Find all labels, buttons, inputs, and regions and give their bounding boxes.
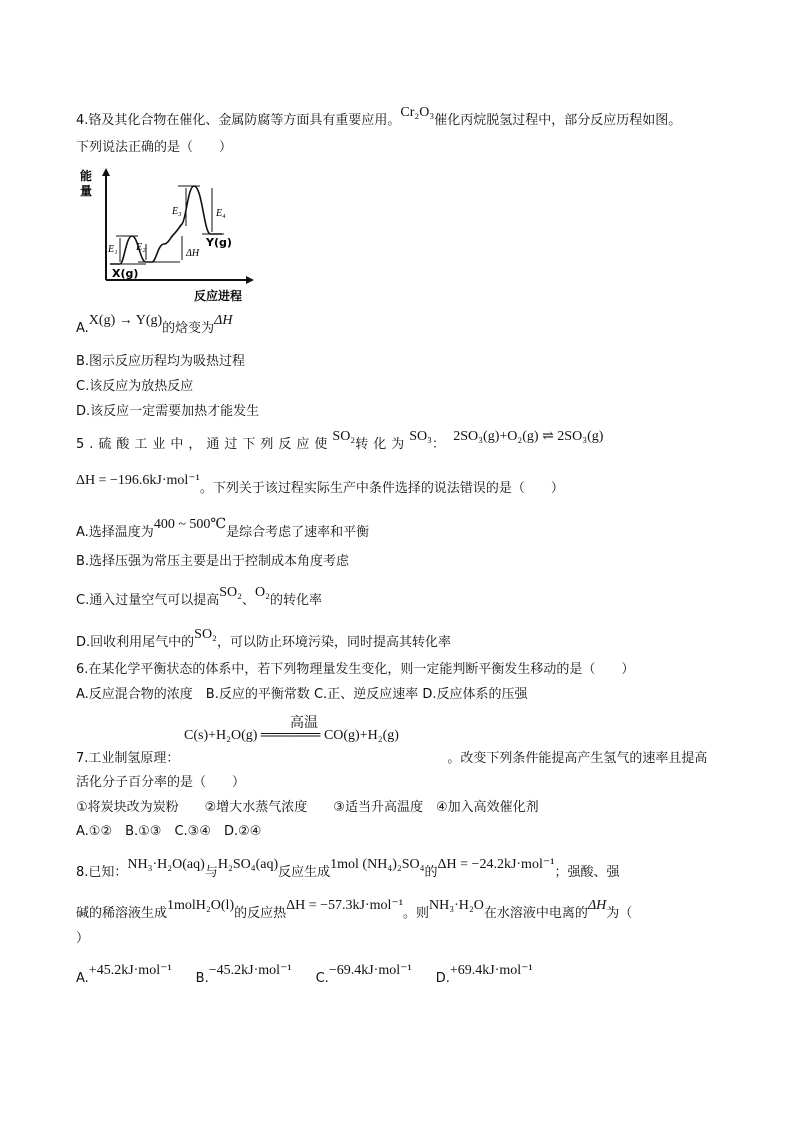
option-value: −45.2kJ·mol⁻¹ [208,963,292,978]
q8-stem-line3 [76,930,89,948]
temperature-range: 400 ~ 500℃ [153,517,227,532]
formula-salt: 1mol (NH₄)₂SO₄ [330,857,425,872]
option-text: B.图示反应历程均为吸热过程 [76,354,246,369]
option-text: ，可以防止环境污染，同时提高其转化率 [216,635,451,650]
energy-curve [110,186,222,264]
option-value: +69.4kJ·mol⁻¹ [449,963,533,978]
separator: 、 [242,593,256,608]
q7-stem-part: 。改变下列条件能提高产生氢气的速率且提高 [447,751,708,766]
option-text: D.该反应一定需要加热才能发生 [76,404,260,419]
formula-dh: ΔH [587,898,607,913]
q5-colon: ： [431,437,445,452]
q8-enthalpy-1: ΔH = −24.2kJ·mol⁻¹ [437,857,555,872]
q8-enthalpy-2: ΔH = −57.3kJ·mol⁻¹ [286,898,404,913]
q5-enthalpy: ΔH = −196.6kJ·mol⁻¹ [76,473,200,488]
option-letter: C. [315,971,329,986]
q8-stem-part: 8.已知： [76,865,128,880]
label-e1: E₁ [108,244,118,255]
q7-items [76,799,539,817]
q8-stem-part: ；强酸、强 [554,865,620,880]
q8-option-d[interactable] [436,963,533,986]
option-text: 的转化率 [270,593,323,608]
q4-option-c[interactable] [76,378,193,396]
option-letter: A. [76,321,89,336]
formula-dh: ΔH [214,313,233,328]
q8-option-b[interactable] [196,963,292,986]
q4-option-a[interactable] [76,313,233,338]
q8-options [76,963,533,988]
q4-stem-part: 催化丙烷脱氢过程中，部分反应历程如图。 [434,113,682,128]
formula-h2so4: H₂SO₄(aq) [217,857,279,872]
label-e4: E₄ [216,208,226,219]
q7-option-list: A.①② B.①③ C.③④ D.②④ [76,824,262,839]
q4-question: 下列说法正确的是（ ） [76,140,233,155]
q8-stem-part: 与 [204,865,218,880]
option-value: −69.4kJ·mol⁻¹ [328,963,412,978]
formula-so2: SO₂ [332,429,356,444]
q4-stem-part: 4.铬及其化合物在催化、金属防腐等方面具有重要应用。 [76,113,401,128]
option-text: B.选择压强为常压主要是出于控制成本角度考虑 [76,554,350,569]
label-e2: E₂ [136,242,146,253]
q7-stem-line2 [76,774,245,792]
q4-option-b[interactable] [76,353,245,371]
q8-stem-part: 的反应热 [234,906,287,921]
option-text: 是综合考虑了速率和平衡 [226,525,370,540]
q5-question: 。下列关于该过程实际生产中条件选择的说法错误的是（ ） [199,481,564,496]
formula-so2: SO₂ [219,585,242,600]
option-text: 的焓变为 [162,321,215,336]
y-axis-arrow [102,168,110,176]
label-e3: E₃ [172,206,182,217]
y-axis-label-2: 量 [80,184,93,198]
q8-stem-part: 在水溶液中电离的 [483,906,588,921]
q5-stem-part: 5.硫酸工业中，通过下列反应使 [76,437,333,452]
q6-options[interactable] [76,686,527,704]
option-text: A.选择温度为 [76,525,154,540]
q7-question: 活化分子百分率的是（ ） [76,775,246,790]
reaction-condition: 高温 [290,715,318,731]
q5-stem-part: 转化为 [355,437,410,452]
q8-stem-part: 为（ [606,906,633,921]
formula-nh3h2o: NH₃·H₂O [429,898,484,913]
q8-option-a[interactable] [76,963,172,986]
formula-so2: SO₂ [194,627,217,642]
q8-stem-line2 [76,898,633,923]
q6-stem [76,661,634,679]
option-letter: B. [195,971,209,986]
formula-o2: O₂ [255,585,271,600]
q7-item-list: ①将炭块改为炭粉 ②增大水蒸气浓度 ③适当升高温度 ④加入高效催化剂 [76,800,539,815]
q7-stem-part: 7.工业制氢原理： [76,751,180,766]
q8-stem-part: 。则 [403,906,430,921]
q6-option-list: A.反应混合物的浓度 B.反应的平衡常数 C.正、逆反应速率 D.反应体系的压强 [76,687,528,702]
energy-diagram [76,164,262,306]
x-axis-arrow [246,276,254,284]
formula-nh3h2o: NH₃·H₂O(aq) [127,857,205,872]
q5-stem-line1 [76,429,604,454]
option-text: C.该反应为放热反应 [76,379,194,394]
formula-water: 1molH₂O(l) [167,898,235,913]
q8-stem-line1 [76,857,620,882]
option-letter: D. [435,971,450,986]
q5-option-a[interactable] [76,517,370,542]
q5-option-d[interactable] [76,627,451,652]
q7-equation: C(s)+H₂O(g) ══════ CO(g)+H₂(g) [184,728,399,743]
q7-options[interactable] [76,823,261,841]
formula-so3: SO₃ [409,429,432,444]
q7-stem-line1 [76,750,707,768]
q6-question: 6.在某化学平衡状态的体系中，若下列物理量发生变化，则一定能判断平衡发生移动的是（ ） [76,662,635,677]
y-axis-label-1: 能 [80,169,93,183]
formula-x-to-y: X(g) → Y(g) [88,313,163,328]
q8-stem-part: 的 [424,865,438,880]
q8-stem-part: 碱的稀溶液生成 [76,906,168,921]
q8-option-c[interactable] [316,963,412,986]
q5-equation: 2SO₃(g)+O₂(g) ⇌ 2SO₃(g) [453,429,604,444]
option-text: D.回收利用尾气中的 [76,635,195,650]
label-dh: ΔH [186,248,200,259]
q5-stem-line2 [76,473,564,498]
q4-stem-line1 [76,105,682,130]
option-text: C.通入过量空气可以提高 [76,593,220,608]
option-letter: A. [76,971,89,986]
q5-option-b[interactable] [76,553,349,571]
q8-stem-part: 反应生成 [278,865,331,880]
q4-stem-line2 [76,139,232,157]
q5-option-c[interactable] [76,585,323,610]
formula-cr2o3: Cr₂O₃ [400,105,435,120]
label-y: Y(g) [206,236,232,249]
q4-option-d[interactable] [76,403,259,421]
x-axis-label: 反应进程 [194,289,243,303]
option-value: +45.2kJ·mol⁻¹ [88,963,172,978]
q8-close-paren: ） [76,931,90,946]
label-x: X(g) [112,267,139,280]
